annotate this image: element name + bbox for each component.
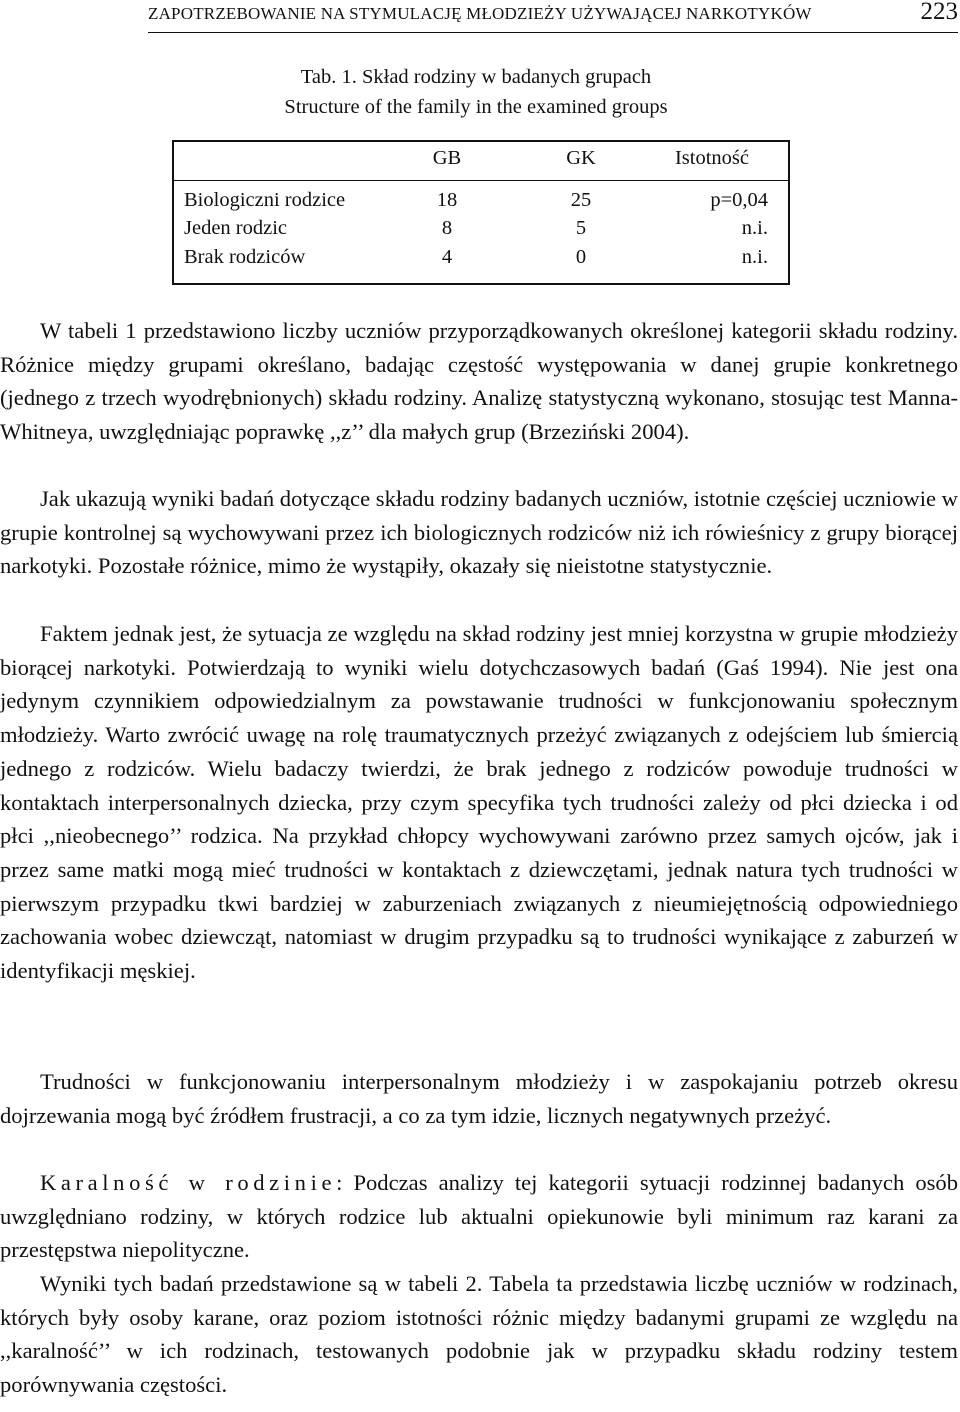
cell-gk: 25 — [570, 189, 592, 211]
cell-significance: n.i. — [741, 246, 768, 268]
column-header-gk: GK — [566, 147, 596, 169]
running-title: ZAPOTRZEBOWANIE NA STYMULACJĘ MŁODZIEŻY UŻYWAJĄCEJ NARKOTYKÓW — [148, 4, 812, 23]
paragraph-table-description: W tabeli 1 przedstawiono liczby uczniów przyporządkowanych określonej kategorii składu rodziny. Różnice między grupami określano, badając częstość występowania w danej grupie konkretnego (jednego z trzech wyodrębnionych) składu rodziny. Analizę statystyczną wykonano, stosując test Manna-Whitneya, uwzględniając poprawkę ,,z’’ dla małych grup (Brzeziński 2004). — [0, 318, 958, 445]
table-caption-polish: Tab. 1. Skład rodziny w badanych grupach — [300, 66, 652, 88]
cell-gk: 0 — [575, 246, 587, 268]
table-caption-english: Structure of the family in the examined groups — [284, 96, 668, 118]
paragraph-results: Jak ukazują wyniki badań dotyczące składu rodziny badanych uczniów, istotnie częściej uczniowie w grupie kontrolnej są wychowywani przez ich biologicznych rodziców niż ich rówieśnicy z grupy biorącej narkotyki. Pozostałe różnice, mimo że wystąpiły, okazały się nieistotne statystycznie. — [0, 486, 958, 579]
cell-gb: 8 — [441, 217, 453, 239]
header-divider — [174, 180, 788, 181]
row-label: Biologiczni rodzice — [184, 189, 346, 211]
column-header-gb: GB — [432, 147, 462, 169]
column-header-significance: Istotność — [674, 147, 750, 169]
cell-gb: 4 — [441, 246, 453, 268]
cell-gk: 5 — [575, 217, 587, 239]
row-label: Brak rodziców — [184, 246, 306, 268]
paragraph-discussion: Faktem jednak jest, że sytuacja ze względu na skład rodziny jest mniej korzystna w grupie młodzieży biorącej narkotyki. Potwierdzają to wyniki wielu dotychczasowych badań (Gaś 1994). Nie jest ona jedynym czynnikiem odpowiedzialnym za powstawanie trudności w funkcjonowaniu społecznym młodzieży. Warto zwrócić uwagę na rolę traumatycznych przeżyć związanych z odejściem lub śmiercią jednego z rodziców. Wielu badaczy twierdzi, że brak jednego z rodziców powoduje trudności w kontaktach interpersonalnych dziecka, przy czym specyfika tych trudności zależy od płci dziecka i od płci ,,nieobecnego’’ rodzica. Na przykład chłopcy wychowywani zarówno przez samych ojców, jak i przez same matki mogą mieć trudności w kontaktach z dziewczętami, jednak natura tych trudności w pierwszym przypadku tkwi bardziej w zaburzeniach związanych z nieumiejętnością odpowiedniego zachowania wobec dziewcząt, natomiast w drugim przypadku są to trudności wynikające z zaburzeń w identyfikacji męskiej. — [0, 621, 958, 984]
paragraph-table2-intro: Wyniki tych badań przedstawione są w tabeli 2. Tabela ta przedstawia liczbę uczniów w rodzinach, których były osoby karane, oraz poziom istotności różnic między badanymi grupami ze względu na ,,karalność’’ w ich rodzinach, testowanych podobnie jak w przypadku składu rodziny testem porównywania częstości. — [0, 1271, 958, 1398]
row-label: Jeden rodzic — [184, 217, 288, 239]
section-heading-criminality: Karalność w rodzinie — [40, 1170, 337, 1195]
paragraph-difficulties: Trudności w funkcjonowaniu interpersonalnym młodzieży i w zaspokajaniu potrzeb okresu dojrzewania mogą być źródłem frustracji, a co za tym idzie, licznych negatywnych przeżyć. — [0, 1069, 958, 1128]
cell-significance: n.i. — [741, 217, 768, 239]
family-structure-table — [172, 140, 790, 285]
page-number: 223 — [920, 0, 958, 25]
paragraph-criminality-text: : Podczas analizy tej kategorii sytuacji rodzinnej badanych osób uwzględniano rodziny, w których rodzice lub aktualni opiekunowie byli minimum raz karani za przestępstwa niepolityczne. — [0, 1170, 958, 1263]
cell-gb: 18 — [436, 189, 458, 211]
paragraph-criminality — [0, 1166, 958, 1267]
running-header — [148, 2, 958, 33]
cell-significance: p=0,04 — [710, 189, 768, 211]
